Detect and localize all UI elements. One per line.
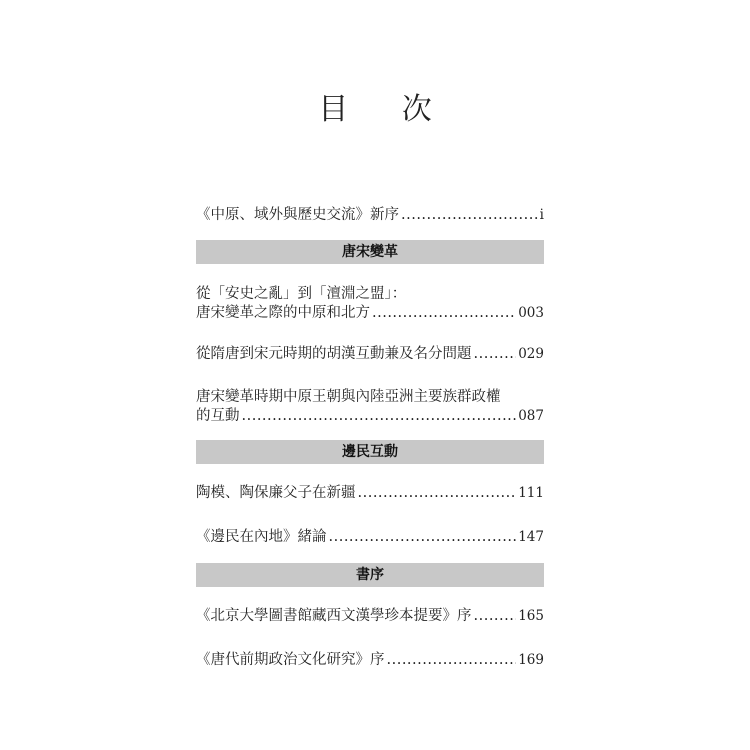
toc-entry[interactable] [196,484,544,503]
entry-page: 111 [518,485,544,501]
entry-title: 《北京大學圖書館藏西文漢學珍本提要》序 [196,608,472,624]
entry-page: 029 [518,346,544,362]
section-header: 邊民互動 [196,440,544,464]
leader-dots [474,345,517,364]
entry-page: i [539,207,544,223]
entry-page: 147 [518,529,544,545]
page-title: 目 次 [318,92,454,127]
entry-page: 087 [518,408,544,424]
entry-title-cont: 的互動 [196,408,240,424]
section-header: 唐宋變革 [196,240,544,264]
toc-entry[interactable] [196,345,544,364]
leader-dots [242,407,517,426]
toc-entry[interactable] [196,285,544,323]
toc-entry[interactable] [196,651,544,670]
entry-title: 從「安史之亂」到「澶淵之盟」： [196,286,407,302]
entry-title: 從隋唐到宋元時期的胡漢互動兼及名分問題 [196,346,472,362]
section-header: 書序 [196,563,544,587]
entry-title: 陶模、陶保廉父子在新疆 [196,485,356,501]
entry-page: 165 [518,608,544,624]
leader-dots [474,607,517,626]
leader-dots [387,651,517,670]
toc-entry[interactable] [196,206,544,225]
entry-title-cont: 唐宋變革之際的中原和北方 [196,305,370,321]
toc-entry[interactable] [196,528,544,547]
entry-title: 《唐代前期政治文化研究》序 [196,652,385,668]
leader-dots [372,304,516,323]
toc-entry[interactable] [196,607,544,626]
leader-dots [401,206,538,225]
leader-dots [329,528,517,547]
entry-title: 唐宋變革時期中原王朝與內陸亞洲主要族群政權 [196,389,501,405]
leader-dots [358,484,517,503]
entry-page: 003 [518,305,544,321]
toc-entry[interactable] [196,388,544,426]
entry-page: 169 [518,652,544,668]
entry-title: 《中原、域外與歷史交流》新序 [196,207,399,223]
entry-title: 《邊民在內地》緒論 [196,529,327,545]
